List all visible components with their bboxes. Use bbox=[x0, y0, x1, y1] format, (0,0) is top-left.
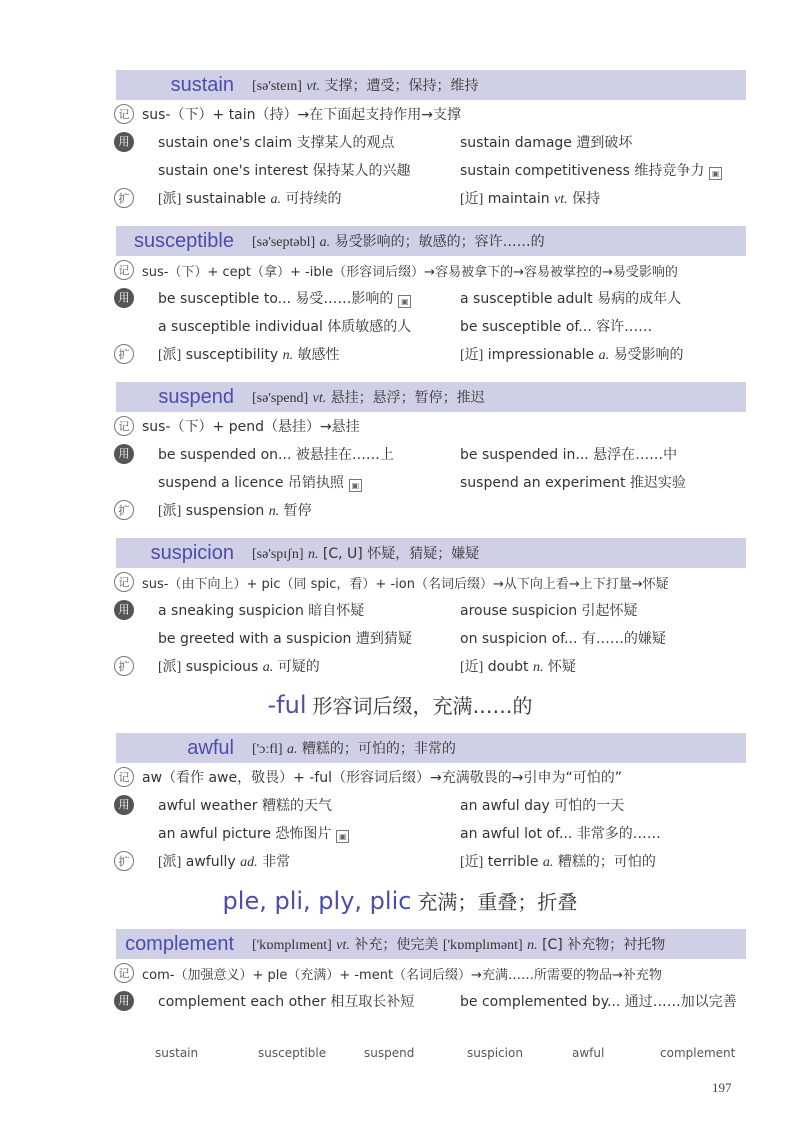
headword: suspend bbox=[158, 385, 234, 408]
section-title-ple: ple, pli, ply, plic 充满；重叠；折叠 bbox=[222, 887, 578, 915]
memory-line: 记 sus-（下）+ pend（悬挂）→悬挂 bbox=[116, 412, 746, 440]
extend-icon: 扩 bbox=[114, 344, 134, 364]
memory-line: 记 sus-（由下向上）+ pic（同 spic，看）+ -ion（名词后缀）→从下向上看→上下打量→怀疑 bbox=[116, 568, 746, 596]
image-ref-icon: ▣ bbox=[398, 295, 411, 308]
extend-line: 扩 [派] suspension n. 暂停 bbox=[116, 496, 746, 524]
entry-suspend bbox=[116, 382, 746, 524]
entry-definition: ['ɔːfl] a. 糟糕的；可怕的；非常的 bbox=[252, 741, 456, 757]
usage-icon: 用 bbox=[114, 991, 134, 1011]
footer-word: complement bbox=[660, 1046, 736, 1060]
usage-icon: 用 bbox=[114, 444, 134, 464]
usage-line: be greeted with a suspicion 遭到猜疑 on suspicion of... 有……的嫌疑 bbox=[158, 631, 666, 647]
extend-line: 扩 [派] suspicious a. 可疑的 [近] doubt n. 怀疑 bbox=[116, 652, 746, 680]
usage-line: sustain one's interest 保持某人的兴趣 sustain competitiveness 维持竞争力 ▣ bbox=[116, 156, 746, 184]
extend-icon: 扩 bbox=[114, 656, 134, 676]
entry-suspicion bbox=[116, 538, 746, 680]
entry-sustain bbox=[116, 70, 746, 212]
section-title-ful: -ful 形容词后缀，充满……的 bbox=[267, 691, 533, 719]
entry-definition: ['kɒmplɪment] vt. 补充；使完美 ['kɒmplɪmənt] n. [C] 补充物；衬托物 bbox=[252, 937, 666, 953]
footer-word: susceptible bbox=[258, 1046, 327, 1060]
usage-line: a susceptible individual 体质敏感的人 be susceptible of... 容许…… bbox=[158, 319, 653, 335]
entry-header bbox=[116, 733, 746, 763]
entry-header bbox=[116, 382, 746, 412]
extend-line: 扩 [派] awfully ad. 非常 [近] terrible a. 糟糕的；可怕的 bbox=[116, 847, 746, 875]
usage-line: 用 complement each other 相互取长补短 be complemented by... 通过……加以完善 bbox=[116, 987, 746, 1015]
extend-icon: 扩 bbox=[114, 500, 134, 520]
usage-line: 用 a sneaking suspicion 暗自怀疑 arouse suspicion 引起怀疑 bbox=[116, 596, 746, 624]
entry-header bbox=[116, 226, 746, 256]
usage-line: an awful picture 恐怖图片 ▣ an awful lot of... 非常多的…… bbox=[158, 826, 661, 842]
entry-definition: [sə'septəbl] a. 易受影响的；敏感的；容许……的 bbox=[252, 234, 545, 250]
entry-definition: [sə'steɪn] vt. 支撑；遭受；保持；维持 bbox=[252, 78, 479, 94]
footer-word: sustain bbox=[155, 1046, 199, 1060]
usage-line: suspend a licence 吊销执照 ▣ suspend an experiment 推迟实验 bbox=[158, 475, 686, 491]
footer-word: suspicion bbox=[467, 1046, 523, 1060]
usage-line: 用 be susceptible to... 易受……影响的 ▣ a susceptible adult 易病的成年人 bbox=[116, 284, 746, 312]
extend-line: 扩 [派] susceptibility n. 敏感性 [近] impressionable a. 易受影响的 bbox=[116, 340, 746, 368]
usage-line: 用 sustain one's claim 支撑某人的观点 sustain damage 遭到破坏 bbox=[116, 128, 746, 156]
entry-awful bbox=[116, 733, 746, 875]
entry-susceptible bbox=[116, 226, 746, 368]
usage-line: 用 be suspended on... 被悬挂在……上 be suspended in... 悬浮在……中 bbox=[116, 440, 746, 468]
usage-icon: 用 bbox=[114, 288, 134, 308]
footer-word-list bbox=[0, 1046, 800, 1066]
entry-complement bbox=[116, 929, 746, 1015]
entry-definition: [sə'spend] vt. 悬挂；悬浮；暂停；推迟 bbox=[252, 390, 485, 406]
image-ref-icon: ▣ bbox=[349, 479, 362, 492]
memory-icon: 记 bbox=[114, 767, 134, 787]
extend-line: 扩 [派] sustainable a. 可持续的 [近] maintain vt. 保持 bbox=[116, 184, 746, 212]
footer-word: suspend bbox=[364, 1046, 415, 1060]
page-number: 197 bbox=[712, 1080, 732, 1095]
memory-icon: 记 bbox=[114, 260, 134, 280]
entry-header bbox=[116, 929, 746, 959]
memory-line: 记 com-（加强意义）+ ple（充满）+ -ment（名词后缀）→充满……所需要的物品→补充物 bbox=[116, 959, 746, 987]
image-ref-icon: ▣ bbox=[709, 167, 722, 180]
headword: sustain bbox=[170, 73, 234, 96]
usage-icon: 用 bbox=[114, 795, 134, 815]
headword: complement bbox=[125, 932, 234, 955]
memory-icon: 记 bbox=[114, 572, 134, 592]
footer-word: awful bbox=[572, 1046, 605, 1060]
extend-icon: 扩 bbox=[114, 851, 134, 871]
entry-definition: [sə'spɪʃn] n. [C, U] 怀疑，猜疑；嫌疑 bbox=[252, 546, 480, 562]
usage-icon: 用 bbox=[114, 132, 134, 152]
image-ref-icon: ▣ bbox=[336, 830, 349, 843]
memory-line: 记 aw（看作 awe，敬畏）+ -ful（形容词后缀）→充满敬畏的→引申为“可怕的” bbox=[116, 763, 746, 791]
usage-line: 用 awful weather 糟糕的天气 an awful day 可怕的一天 bbox=[116, 791, 746, 819]
headword: suspicion bbox=[150, 541, 234, 564]
memory-icon: 记 bbox=[114, 963, 134, 983]
memory-icon: 记 bbox=[114, 416, 134, 436]
usage-icon: 用 bbox=[114, 600, 134, 620]
entry-header bbox=[116, 538, 746, 568]
memory-line: 记 sus-（下）+ cept（拿）+ -ible（形容词后缀）→容易被拿下的→容易被掌控的→易受影响的 bbox=[116, 256, 746, 284]
headword: awful bbox=[187, 736, 234, 759]
entry-header bbox=[116, 70, 746, 100]
memory-icon: 记 bbox=[114, 104, 134, 124]
memory-line: 记 sus-（下）+ tain（持）→在下面起支持作用→支撑 bbox=[116, 100, 746, 128]
headword: susceptible bbox=[133, 229, 234, 252]
extend-icon: 扩 bbox=[114, 188, 134, 208]
